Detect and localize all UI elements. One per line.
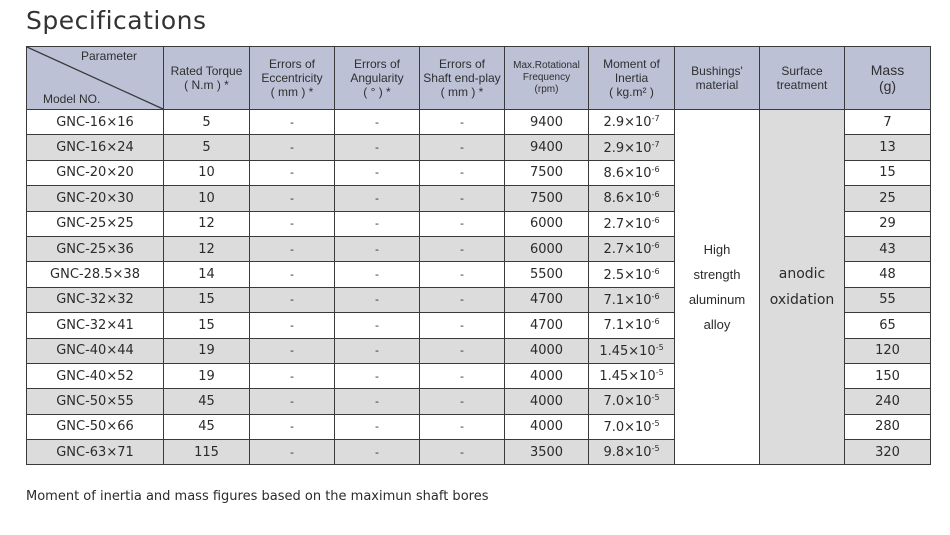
- mass-cell: 7: [845, 110, 931, 135]
- mass-cell: 25: [845, 186, 931, 211]
- angularity-cell: -: [335, 313, 420, 338]
- eccentricity-cell: -: [250, 338, 335, 363]
- inertia-base: 2.9×10: [603, 140, 652, 156]
- angularity-cell: -: [335, 262, 420, 287]
- model-cell: GNC-25×36: [27, 236, 164, 261]
- angularity-cell: -: [335, 414, 420, 439]
- angularity-cell: -: [335, 389, 420, 414]
- max-rpm-cell: 4000: [505, 389, 589, 414]
- header-angularity: [335, 47, 420, 110]
- model-cell: GNC-63×71: [27, 440, 164, 465]
- header-bushings: [675, 47, 760, 110]
- header-eccentricity-line3: ( mm ) *: [270, 85, 314, 99]
- rated-torque-cell: 12: [164, 211, 250, 236]
- model-cell: GNC-40×52: [27, 363, 164, 388]
- header-max-rpm: [505, 47, 589, 110]
- inertia-exponent: -5: [651, 393, 660, 403]
- header-shaft-endplay: [420, 47, 505, 110]
- shaft-endplay-cell: -: [420, 160, 505, 185]
- header-surface-line1: Surface: [781, 64, 823, 78]
- inertia-cell: [589, 389, 675, 414]
- header-angularity-line3: ( ° ) *: [363, 85, 391, 99]
- shaft-endplay-cell: -: [420, 110, 505, 135]
- inertia-cell: [589, 135, 675, 160]
- model-cell: GNC-28.5×38: [27, 262, 164, 287]
- inertia-base: 2.7×10: [603, 216, 652, 232]
- inertia-exponent: -6: [651, 241, 660, 251]
- surface-treatment-cell: [760, 110, 845, 465]
- header-rated-torque: [164, 47, 250, 110]
- shaft-endplay-cell: -: [420, 186, 505, 211]
- eccentricity-cell: -: [250, 186, 335, 211]
- header-shaft-endplay-line2: Shaft end-play: [423, 71, 501, 85]
- max-rpm-cell: 9400: [505, 135, 589, 160]
- table-body: [27, 110, 931, 465]
- inertia-base: 1.45×10: [599, 369, 656, 385]
- header-model-label: Model NO.: [43, 92, 101, 106]
- specifications-table: [26, 46, 931, 465]
- mass-cell: 29: [845, 211, 931, 236]
- inertia-exponent: -5: [655, 342, 664, 352]
- max-rpm-cell: 6000: [505, 211, 589, 236]
- angularity-cell: -: [335, 211, 420, 236]
- inertia-base: 7.0×10: [603, 394, 652, 410]
- header-rated-torque-line1: Rated Torque: [170, 64, 243, 78]
- model-cell: GNC-32×32: [27, 287, 164, 312]
- inertia-cell: [589, 110, 675, 135]
- mass-cell: 55: [845, 287, 931, 312]
- angularity-cell: -: [335, 363, 420, 388]
- angularity-cell: -: [335, 338, 420, 363]
- max-rpm-cell: 4700: [505, 287, 589, 312]
- rated-torque-cell: 45: [164, 414, 250, 439]
- header-surface: [760, 47, 845, 110]
- inertia-cell: [589, 363, 675, 388]
- header-max-rpm-line1: Max.Rotational: [513, 60, 580, 71]
- angularity-cell: -: [335, 236, 420, 261]
- inertia-base: 9.8×10: [603, 445, 652, 461]
- shaft-endplay-cell: -: [420, 262, 505, 287]
- rated-torque-cell: 10: [164, 160, 250, 185]
- rated-torque-cell: 5: [164, 135, 250, 160]
- header-max-rpm-line2: Frequency: [522, 72, 571, 83]
- rated-torque-cell: 12: [164, 236, 250, 261]
- inertia-exponent: -5: [655, 368, 664, 378]
- header-shaft-endplay-line3: ( mm ) *: [440, 85, 484, 99]
- max-rpm-cell: 9400: [505, 110, 589, 135]
- max-rpm-cell: 4000: [505, 363, 589, 388]
- header-parameter-label: Parameter: [80, 49, 137, 63]
- angularity-cell: -: [335, 287, 420, 312]
- inertia-cell: [589, 287, 675, 312]
- header-inertia-line2: Inertia: [614, 71, 649, 85]
- max-rpm-cell: 4000: [505, 414, 589, 439]
- inertia-cell: [589, 160, 675, 185]
- inertia-exponent: -5: [651, 444, 660, 454]
- inertia-base: 7.1×10: [603, 292, 652, 308]
- angularity-cell: -: [335, 160, 420, 185]
- eccentricity-cell: -: [250, 236, 335, 261]
- inertia-base: 1.45×10: [599, 343, 656, 359]
- inertia-exponent: -5: [651, 418, 660, 428]
- mass-cell: 320: [845, 440, 931, 465]
- inertia-exponent: -6: [651, 190, 660, 200]
- header-max-rpm-line3: (rpm): [534, 84, 559, 95]
- bushing-material-line: High: [703, 242, 731, 258]
- mass-cell: 48: [845, 262, 931, 287]
- inertia-cell: [589, 313, 675, 338]
- rated-torque-cell: 15: [164, 287, 250, 312]
- max-rpm-cell: 4700: [505, 313, 589, 338]
- eccentricity-cell: -: [250, 262, 335, 287]
- eccentricity-cell: -: [250, 414, 335, 439]
- shaft-endplay-cell: -: [420, 211, 505, 236]
- header-surface-line2: treatment: [776, 78, 828, 92]
- model-cell: GNC-16×16: [27, 110, 164, 135]
- inertia-cell: [589, 338, 675, 363]
- rated-torque-cell: 19: [164, 363, 250, 388]
- header-inertia-line3: ( kg.m² ): [609, 85, 654, 99]
- inertia-base: 2.9×10: [603, 115, 652, 131]
- rated-torque-cell: 19: [164, 338, 250, 363]
- inertia-base: 7.0×10: [603, 419, 652, 435]
- header-bushings-line2: material: [695, 78, 739, 92]
- max-rpm-cell: 5500: [505, 262, 589, 287]
- page-title: Specifications: [26, 6, 207, 35]
- model-cell: GNC-32×41: [27, 313, 164, 338]
- table-row: [27, 110, 931, 135]
- inertia-cell: [589, 440, 675, 465]
- bushing-material-cell: [675, 110, 760, 465]
- max-rpm-cell: 7500: [505, 160, 589, 185]
- model-cell: GNC-25×25: [27, 211, 164, 236]
- model-cell: GNC-20×30: [27, 186, 164, 211]
- surface-treatment-line: anodic: [778, 266, 826, 283]
- header-mass: [845, 47, 931, 110]
- rated-torque-cell: 115: [164, 440, 250, 465]
- max-rpm-cell: 7500: [505, 186, 589, 211]
- max-rpm-cell: 3500: [505, 440, 589, 465]
- eccentricity-cell: -: [250, 440, 335, 465]
- mass-cell: 150: [845, 363, 931, 388]
- model-cell: GNC-16×24: [27, 135, 164, 160]
- inertia-cell: [589, 211, 675, 236]
- eccentricity-cell: -: [250, 363, 335, 388]
- angularity-cell: -: [335, 440, 420, 465]
- inertia-exponent: -6: [651, 291, 660, 301]
- mass-cell: 43: [845, 236, 931, 261]
- eccentricity-cell: -: [250, 160, 335, 185]
- model-cell: GNC-50×66: [27, 414, 164, 439]
- footnote: Moment of inertia and mass figures based on the maximun shaft bores: [26, 489, 489, 504]
- angularity-cell: -: [335, 110, 420, 135]
- mass-cell: 240: [845, 389, 931, 414]
- inertia-cell: [589, 262, 675, 287]
- rated-torque-cell: 15: [164, 313, 250, 338]
- header-rated-torque-line2: ( N.m ) *: [184, 78, 229, 92]
- shaft-endplay-cell: -: [420, 236, 505, 261]
- model-cell: GNC-40×44: [27, 338, 164, 363]
- bushing-material-line: aluminum: [688, 292, 746, 308]
- rated-torque-cell: 5: [164, 110, 250, 135]
- model-cell: GNC-20×20: [27, 160, 164, 185]
- inertia-exponent: -6: [651, 317, 660, 327]
- shaft-endplay-cell: -: [420, 338, 505, 363]
- inertia-cell: [589, 414, 675, 439]
- header-mass-line2: (g): [878, 78, 897, 94]
- angularity-cell: -: [335, 186, 420, 211]
- inertia-base: 2.5×10: [603, 267, 652, 283]
- rated-torque-cell: 45: [164, 389, 250, 414]
- mass-cell: 15: [845, 160, 931, 185]
- shaft-endplay-cell: -: [420, 313, 505, 338]
- shaft-endplay-cell: -: [420, 287, 505, 312]
- shaft-endplay-cell: -: [420, 414, 505, 439]
- header-eccentricity: [250, 47, 335, 110]
- eccentricity-cell: -: [250, 135, 335, 160]
- eccentricity-cell: -: [250, 389, 335, 414]
- surface-treatment-line: oxidation: [769, 292, 835, 309]
- header-inertia: [589, 47, 675, 110]
- angularity-cell: -: [335, 135, 420, 160]
- eccentricity-cell: -: [250, 313, 335, 338]
- inertia-exponent: -6: [651, 164, 660, 174]
- shaft-endplay-cell: -: [420, 389, 505, 414]
- bushing-material-line: strength: [693, 267, 741, 283]
- model-cell: GNC-50×55: [27, 389, 164, 414]
- eccentricity-cell: -: [250, 110, 335, 135]
- mass-cell: 280: [845, 414, 931, 439]
- inertia-base: 8.6×10: [603, 165, 652, 181]
- eccentricity-cell: -: [250, 211, 335, 236]
- inertia-base: 2.7×10: [603, 242, 652, 258]
- header-eccentricity-line2: Eccentricity: [261, 71, 323, 85]
- shaft-endplay-cell: -: [420, 440, 505, 465]
- mass-cell: 65: [845, 313, 931, 338]
- max-rpm-cell: 6000: [505, 236, 589, 261]
- inertia-cell: [589, 186, 675, 211]
- inertia-exponent: -6: [651, 215, 660, 225]
- rated-torque-cell: 10: [164, 186, 250, 211]
- header-angularity-line1: Errors of: [353, 57, 400, 71]
- header-shaft-endplay-line1: Errors of: [438, 57, 485, 71]
- shaft-endplay-cell: -: [420, 135, 505, 160]
- header-parameter-model: [27, 47, 164, 110]
- eccentricity-cell: -: [250, 287, 335, 312]
- inertia-exponent: -6: [651, 266, 660, 276]
- bushing-material-line: alloy: [703, 317, 731, 333]
- header-bushings-line1: Bushings': [691, 64, 743, 78]
- inertia-cell: [589, 236, 675, 261]
- header-mass-line1: Mass: [870, 62, 905, 78]
- max-rpm-cell: 4000: [505, 338, 589, 363]
- mass-cell: 120: [845, 338, 931, 363]
- inertia-base: 8.6×10: [603, 191, 652, 207]
- shaft-endplay-cell: -: [420, 363, 505, 388]
- header-row: [27, 47, 931, 110]
- mass-cell: 13: [845, 135, 931, 160]
- header-inertia-line1: Moment of: [603, 57, 660, 71]
- rated-torque-cell: 14: [164, 262, 250, 287]
- inertia-exponent: -7: [651, 114, 660, 124]
- inertia-exponent: -7: [651, 139, 660, 149]
- header-angularity-line2: Angularity: [350, 71, 404, 85]
- header-eccentricity-line1: Errors of: [268, 57, 315, 71]
- inertia-base: 7.1×10: [603, 318, 652, 334]
